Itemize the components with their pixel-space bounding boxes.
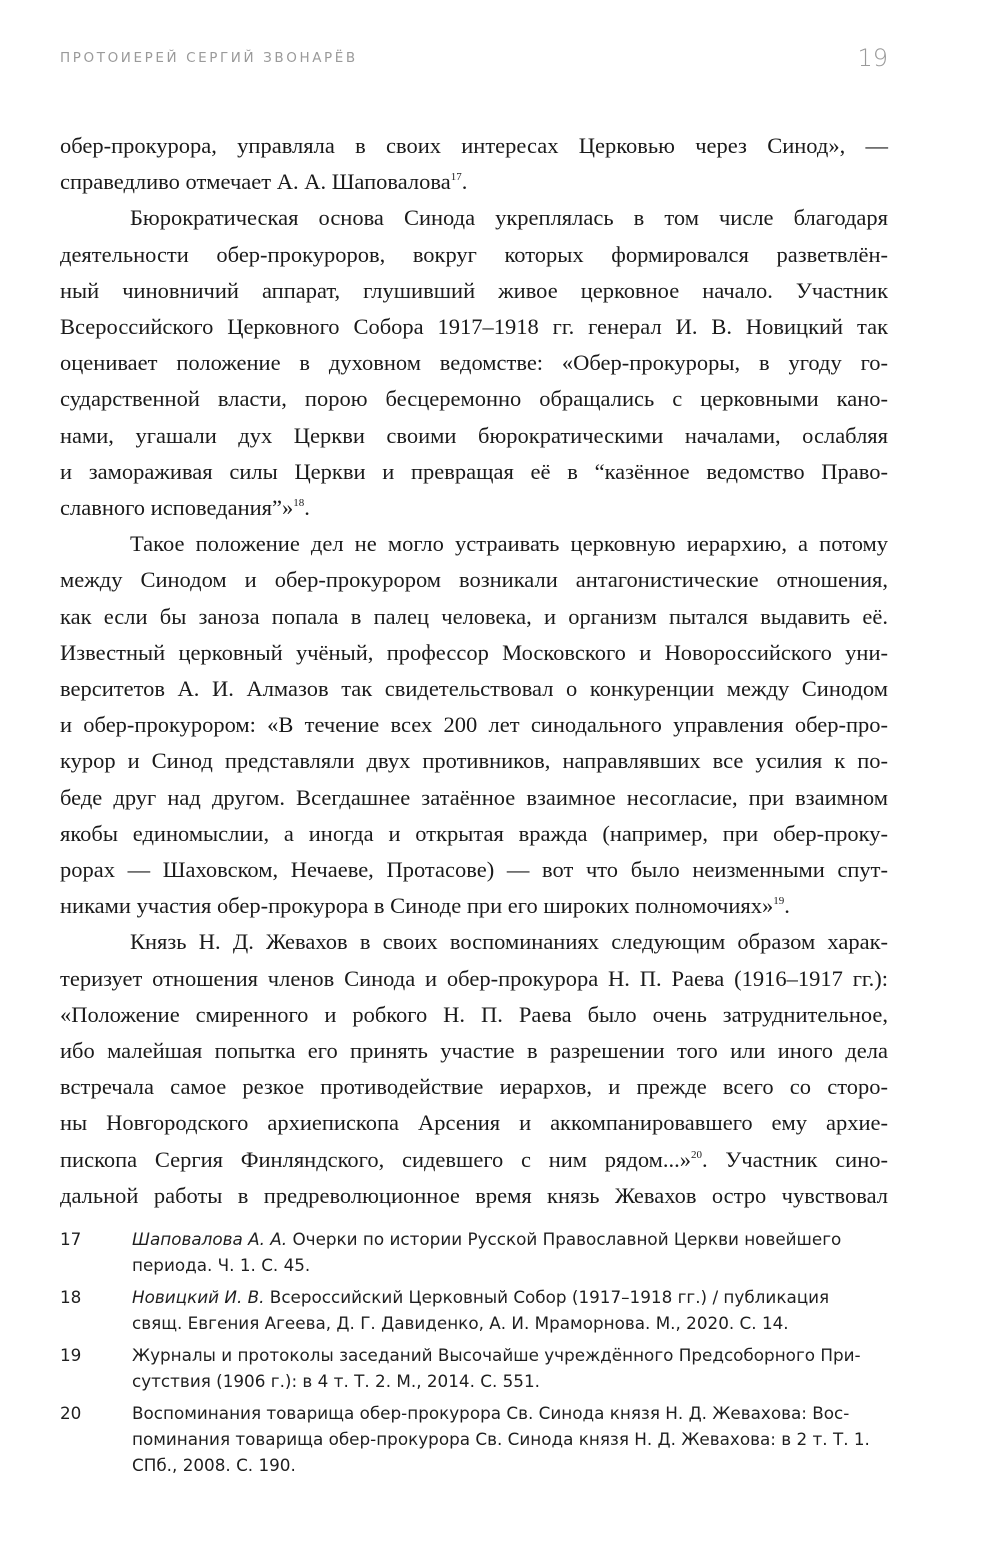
text-line: сударственной власти, порою бесцеремонно обращались с церковными кано- bbox=[60, 386, 888, 412]
footnote-text: Очерки по истории Русской Православной Церкви новейшего bbox=[287, 1229, 842, 1249]
main-text bbox=[60, 128, 888, 1214]
footnote-ref-17[interactable]: 17 bbox=[450, 171, 462, 184]
paragraph-3 bbox=[60, 526, 888, 924]
text-line: ны Новгородского архиепископа Арсения и аккомпанировавшего ему архие- bbox=[60, 1110, 888, 1136]
footnote-body bbox=[132, 1284, 888, 1336]
page-header bbox=[60, 40, 888, 76]
paragraph-2 bbox=[60, 200, 888, 526]
footnote-line: Журналы и протоколы заседаний Высочайше учреждённого Предсоборного При- bbox=[132, 1345, 861, 1365]
text-line: Бюрократическая основа Синода укреплялась в том числе благодаря bbox=[130, 205, 888, 231]
line-text: славного исповедания”» bbox=[60, 495, 294, 521]
text-line: как если бы заноза попала в палец человека, и организм пытался выдавить её. bbox=[60, 603, 888, 629]
footnote-19 bbox=[60, 1342, 888, 1394]
text-line: между Синодом и обер-прокурором возникали антагонистические отношения, bbox=[60, 567, 888, 593]
footnote-body bbox=[132, 1226, 888, 1278]
footnote-line: Воспоминания товарища обер-прокурора Св. Синода князя Н. Д. Жевахова: Вос- bbox=[132, 1403, 850, 1423]
footnote-number: 20 bbox=[60, 1403, 82, 1423]
line-tail: . bbox=[304, 495, 310, 521]
footnote-number: 19 bbox=[60, 1345, 82, 1365]
text-line bbox=[60, 1142, 888, 1178]
text-line: теризует отношения членов Синода и обер-прокурора Н. П. Раева (1916–1917 гг.): bbox=[60, 965, 888, 991]
line-tail: . bbox=[784, 893, 790, 919]
text-line: верситетов А. И. Алмазов так свидетельствовал о конкуренции между Синодом bbox=[60, 676, 888, 702]
text-line: Всероссийского Церковного Собора 1917–1918 гг. генерал И. В. Новицкий так bbox=[60, 314, 888, 340]
text-line: встречала самое резкое противодействие иерархов, и прежде всего со сторо- bbox=[60, 1074, 888, 1100]
footnote-ref-18[interactable]: 18 bbox=[293, 497, 305, 510]
footnote-ref-20[interactable]: 20 bbox=[691, 1148, 703, 1161]
text-line: обер-прокурора, управляла в своих интересах Церковью через Синод», — bbox=[60, 133, 888, 158]
text-line: дальной работы в предреволюционное время князь Жевахов остро чувствовал bbox=[60, 1182, 888, 1208]
footnote-20 bbox=[60, 1400, 888, 1478]
text-line: Известный церковный учёный, профессор Московского и Новороссийского уни- bbox=[60, 639, 888, 665]
text-line: деятельности обер-прокуроров, вокруг которых формировался разветвлён- bbox=[60, 241, 888, 267]
text-line: ный чиновничий аппарат, глушивший живое церковное начало. Участник bbox=[60, 277, 888, 303]
running-head: ПРОТОИЕРЕЙ СЕРГИЙ ЗВОНАРЁВ bbox=[60, 50, 358, 66]
line-tail: . Участник сино- bbox=[702, 1146, 888, 1172]
line-text: справедливо отмечает А. А. Шаповалова bbox=[60, 169, 451, 195]
text-line: Князь Н. Д. Жевахов в своих воспоминаниях следующим образом харак- bbox=[130, 929, 888, 955]
text-line: popax — Шаховском, Нечаеве, Протасове) — вот что было неизменными спут- bbox=[60, 857, 888, 883]
footnote-18 bbox=[60, 1284, 888, 1336]
footnote-line: свящ. Евгения Агеева, Д. Г. Давиденко, А. И. Мраморнова. М., 2020. С. 14. bbox=[132, 1313, 789, 1333]
text-line: ибо малейшая попытка его принять участие в разрешении того или иного дела bbox=[60, 1038, 888, 1064]
footnote-line: СПб., 2008. С. 190. bbox=[132, 1455, 296, 1475]
footnote-17 bbox=[60, 1226, 888, 1278]
paragraph-4 bbox=[60, 924, 888, 1214]
footnote-body bbox=[132, 1400, 888, 1478]
footnote-author: Шаповалова А. А. bbox=[132, 1229, 288, 1249]
page-number: 19 bbox=[857, 44, 888, 72]
footnote-line bbox=[132, 1284, 888, 1310]
footnotes bbox=[60, 1226, 888, 1484]
text-line bbox=[60, 164, 888, 200]
footnote-number: 17 bbox=[60, 1229, 82, 1249]
text-line: курор и Синод представляли двух противников, направлявших все усилия к по- bbox=[60, 748, 888, 774]
line-text: никами участия обер-прокурора в Синоде при его широких полномочиях» bbox=[60, 893, 774, 919]
line-tail: . bbox=[461, 169, 468, 195]
text-line: Такое положение дел не могло устраивать церковную иерархию, а потому bbox=[130, 531, 888, 557]
line-text: пископа Сергия Финляндского, сидевшего с ним рядом...» bbox=[60, 1146, 692, 1172]
footnote-line: сутствия (1906 г.): в 4 т. Т. 2. М., 2014. С. 551. bbox=[132, 1371, 540, 1391]
text-line bbox=[60, 490, 888, 526]
footnote-ref-19[interactable]: 19 bbox=[773, 895, 785, 908]
text-line: оценивает положение в духовном ведомстве: «Обер-прокуроры, в угоду го- bbox=[60, 350, 888, 376]
text-line bbox=[60, 888, 888, 924]
text-line: и обер-прокурором: «В течение всех 200 лет синодального управления обер-про- bbox=[60, 712, 888, 738]
footnote-text: Всероссийский Церковный Собор (1917–1918 гг.) / публикация bbox=[264, 1287, 830, 1307]
text-line: и замораживая силы Церкви и превращая её в “казённое ведомство Право- bbox=[60, 458, 888, 484]
text-line: «Положение смиренного и робкого Н. П. Раева было очень затруднительное, bbox=[60, 1001, 888, 1027]
text-line: якобы единомыслии, а иногда и открытая вражда (например, при обер-проку- bbox=[60, 820, 888, 846]
text-line: беде друг над другом. Всегдашнее затаённое взаимное несогласие, при взаимном bbox=[60, 784, 888, 810]
footnote-line: поминания товарища обер-прокурора Св. Синода князя Н. Д. Жевахова: в 2 т. Т. 1. bbox=[132, 1429, 870, 1449]
footnote-line bbox=[132, 1226, 888, 1252]
text-line: нами, угашали дух Церкви своими бюрократическими началами, ослабляя bbox=[60, 422, 888, 448]
footnote-number: 18 bbox=[60, 1287, 82, 1307]
footnote-line: периода. Ч. 1. С. 45. bbox=[132, 1255, 311, 1275]
footnote-body bbox=[132, 1342, 888, 1394]
footnote-author: Новицкий И. В. bbox=[132, 1287, 265, 1307]
paragraph-1 bbox=[60, 128, 888, 200]
